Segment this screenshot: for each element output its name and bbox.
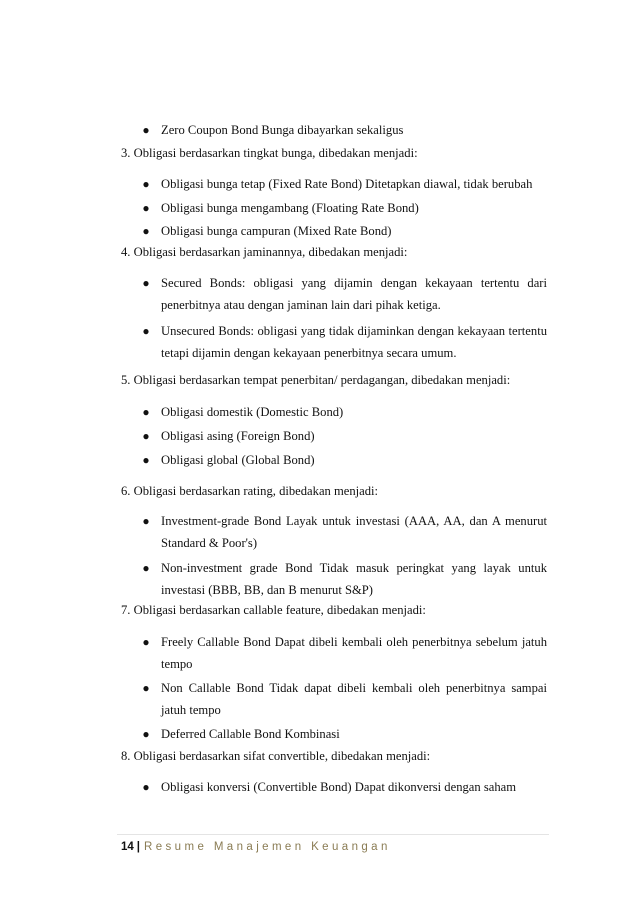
bullet-dot-icon: ●: [142, 727, 150, 741]
bullet-item-text: tempo: [161, 657, 193, 671]
page-number: 14: [121, 841, 134, 853]
bullet-dot-icon: ●: [142, 514, 150, 528]
section-heading-text: 3. Obligasi berdasarkan tingkat bunga, dibedakan menjadi:: [121, 146, 418, 160]
bullet-item-text: Non Callable Bond Tidak dapat dibeli kembali oleh penerbitnya sampai: [161, 681, 547, 695]
section-heading-text: 4. Obligasi berdasarkan jaminannya, dibedakan menjadi:: [121, 245, 408, 259]
bullet-item-text: Obligasi global (Global Bond): [161, 453, 315, 467]
bullet-item-text: Secured Bonds: obligasi yang dijamin dengan kekayaan tertentu dari: [161, 276, 547, 290]
bullet-dot-icon: ●: [142, 177, 150, 191]
bullet-item-text: Obligasi konversi (Convertible Bond) Dapat dikonversi dengan saham: [161, 780, 516, 794]
section-heading-text: 7. Obligasi berdasarkan callable feature, dibedakan menjadi:: [121, 603, 426, 617]
bullet-item-text: tetapi dijamin dengan kekayaan penerbitnya secara umum.: [161, 346, 457, 360]
bullet-dot-icon: ●: [142, 561, 150, 575]
bullet-item-text: penerbitnya atau dengan jaminan lain dari pihak ketiga.: [161, 298, 441, 312]
page-footer: [121, 839, 391, 855]
bullet-item-text: Standard & Poor's): [161, 536, 258, 550]
bullet-item-text: Freely Callable Bond Dapat dibeli kembali oleh penerbitnya sebelum jatuh: [161, 635, 547, 649]
bullet-item-text: Obligasi bunga mengambang (Floating Rate Bond): [161, 201, 419, 215]
bullet-item-text: investasi (BBB, BB, dan B menurut S&P): [161, 583, 374, 597]
bullet-dot-icon: ●: [142, 453, 150, 467]
bullet-item-text: jatuh tempo: [161, 703, 221, 717]
bullet-item-text: Obligasi asing (Foreign Bond): [161, 429, 315, 443]
bullet-dot-icon: ●: [142, 276, 150, 290]
section-heading-text: 5. Obligasi berdasarkan tempat penerbitan/ perdagangan, dibedakan menjadi:: [121, 373, 511, 387]
bullet-item-text: Non-investment grade Bond Tidak masuk peringkat yang layak untuk: [161, 561, 547, 575]
footer-separator: |: [136, 841, 141, 853]
bullet-item-text: Zero Coupon Bond Bunga dibayarkan sekaligus: [161, 123, 404, 137]
bullet-dot-icon: ●: [142, 324, 150, 338]
footer-divider: [117, 834, 549, 835]
section-heading-text: 8. Obligasi berdasarkan sifat convertible, dibedakan menjadi:: [121, 749, 431, 763]
bullet-item-text: Obligasi bunga campuran (Mixed Rate Bond): [161, 224, 392, 238]
section-heading-text: 6. Obligasi berdasarkan rating, dibedakan menjadi:: [121, 484, 379, 498]
bullet-dot-icon: ●: [142, 681, 150, 695]
bullet-item-text: Unsecured Bonds: obligasi yang tidak dijaminkan dengan kekayaan tertentu: [161, 324, 547, 338]
bullet-dot-icon: ●: [142, 201, 150, 215]
bullet-item-text: Investment-grade Bond Layak untuk investasi (AAA, AA, dan A menurut: [161, 514, 547, 528]
bullet-dot-icon: ●: [142, 635, 150, 649]
bullet-dot-icon: ●: [142, 123, 150, 137]
bullet-dot-icon: ●: [142, 780, 150, 794]
bullet-item-text: Obligasi domestik (Domestic Bond): [161, 405, 344, 419]
bullet-dot-icon: ●: [142, 429, 150, 443]
bullet-item-text: Deferred Callable Bond Kombinasi: [161, 727, 340, 741]
bullet-dot-icon: ●: [142, 405, 150, 419]
footer-title: Resume Manajemen Keuangan: [144, 841, 391, 853]
bullet-item-text: Obligasi bunga tetap (Fixed Rate Bond) Ditetapkan diawal, tidak berubah: [161, 177, 533, 191]
bullet-dot-icon: ●: [142, 224, 150, 238]
